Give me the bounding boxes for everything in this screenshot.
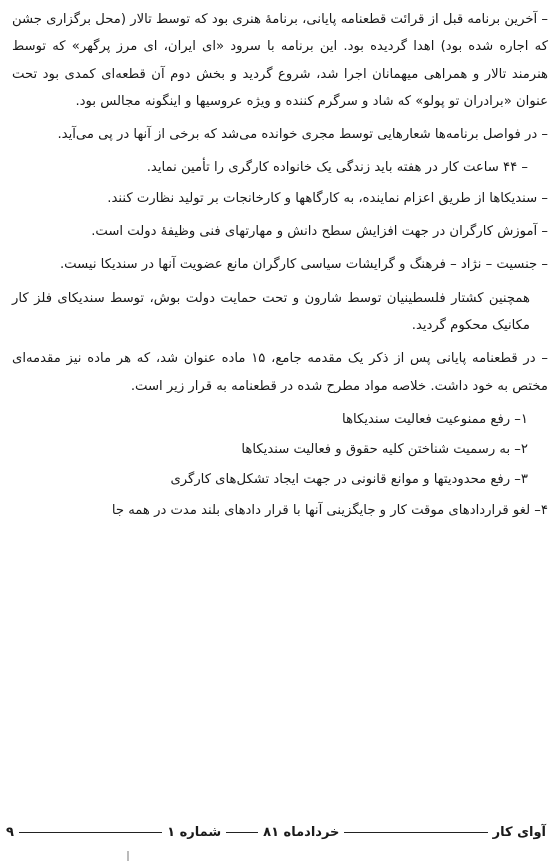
slogan-44-hours: – ۴۴ ساعت کار در هفته باید زندگی یک خانواده کارگری را تأمین نماید. — [146, 160, 528, 176]
paragraph-condemnation: همچنین کشتار فلسطینیان توسط شارون و تحت حمایت دولت بوش، توسط سندیکای فلز کار مکانیک محکوم گردید. — [12, 290, 530, 333]
footer-rule — [19, 832, 162, 833]
footer-page-number: ۹ — [5, 824, 14, 840]
footer-issue: شماره ۱ — [167, 824, 222, 840]
footer-rule — [226, 832, 258, 833]
page-footer — [6, 820, 546, 844]
resolution-item-2: ۲– به رسمیت شناختن کلیه حقوق و فعالیت سندیکاها — [241, 442, 528, 458]
paragraph-resolution-intro: – در قطعنامه پایانی پس از ذکر یک مقدمه جامع، ۱۵ ماده عنوان شد، که هر ماده نیز مقدمه‌ای مختص به خود داشت. خلاصه مواد مطرح شده در قطعنامه به قرار زیر است. — [12, 351, 548, 394]
slogan-syndicate-oversight: – سندیکاها از طریق اعزام نماینده، به کارگاهها و کارخانجات بر تولید نظارت کنند. — [107, 190, 548, 206]
footer-rule — [344, 832, 487, 833]
resolution-item-1: ۱– رفع ممنوعیت فعالیت سندیکاها — [342, 411, 528, 427]
paragraph-closing-program: – آخرین برنامه قبل از قرائت قطعنامه پایانی، برنامهٔ هنری بود که توسط تالار (محل برگزاری جشن که اجاره شده بود) اهدا گردیده بود. این برنامه با سرود «ای ایران، ای مرز پرگهر» که توسط هنرمند تالار و همراهی میهمانان اجرا شد، شروع گردید و بخش دوم آن قطعه‌ای کمدی بود تحت عنوان «برادران تو پولو» که شاد و سرگرم کننده و ویژه عروسیها و اینگونه مجالس بود. — [12, 12, 548, 109]
resolution-item-3: ۳– رفع محدودیتها و موانع قانونی در جهت ایجاد تشکل‌های کارگری — [170, 472, 528, 488]
paragraph-slogans-intro: – در فواصل برنامه‌ها شعارهایی توسط مجری خوانده می‌شد که برخی از آنها در پی می‌آید. — [57, 127, 548, 143]
article-body — [12, 6, 548, 527]
footer-publication: آوای کار — [492, 824, 546, 840]
resolution-item-4: ۴– لغو قراردادهای موقت کار و جایگزینی آنها با قرار دادهای بلند مدت در همه جا — [111, 502, 548, 518]
slogan-worker-training: – آموزش کارگران در جهت افزایش سطح دانش و مهارتهای فنی وظیفهٔ دولت است. — [91, 224, 548, 240]
footer-date: خردادماه ۸۱ — [263, 824, 340, 840]
scan-mark — [127, 851, 129, 861]
slogan-membership: – جنسیت – نژاد – فرهنگ و گرایشات سیاسی کارگران مانع عضویت آنها در سندیکا نیست. — [59, 257, 548, 273]
